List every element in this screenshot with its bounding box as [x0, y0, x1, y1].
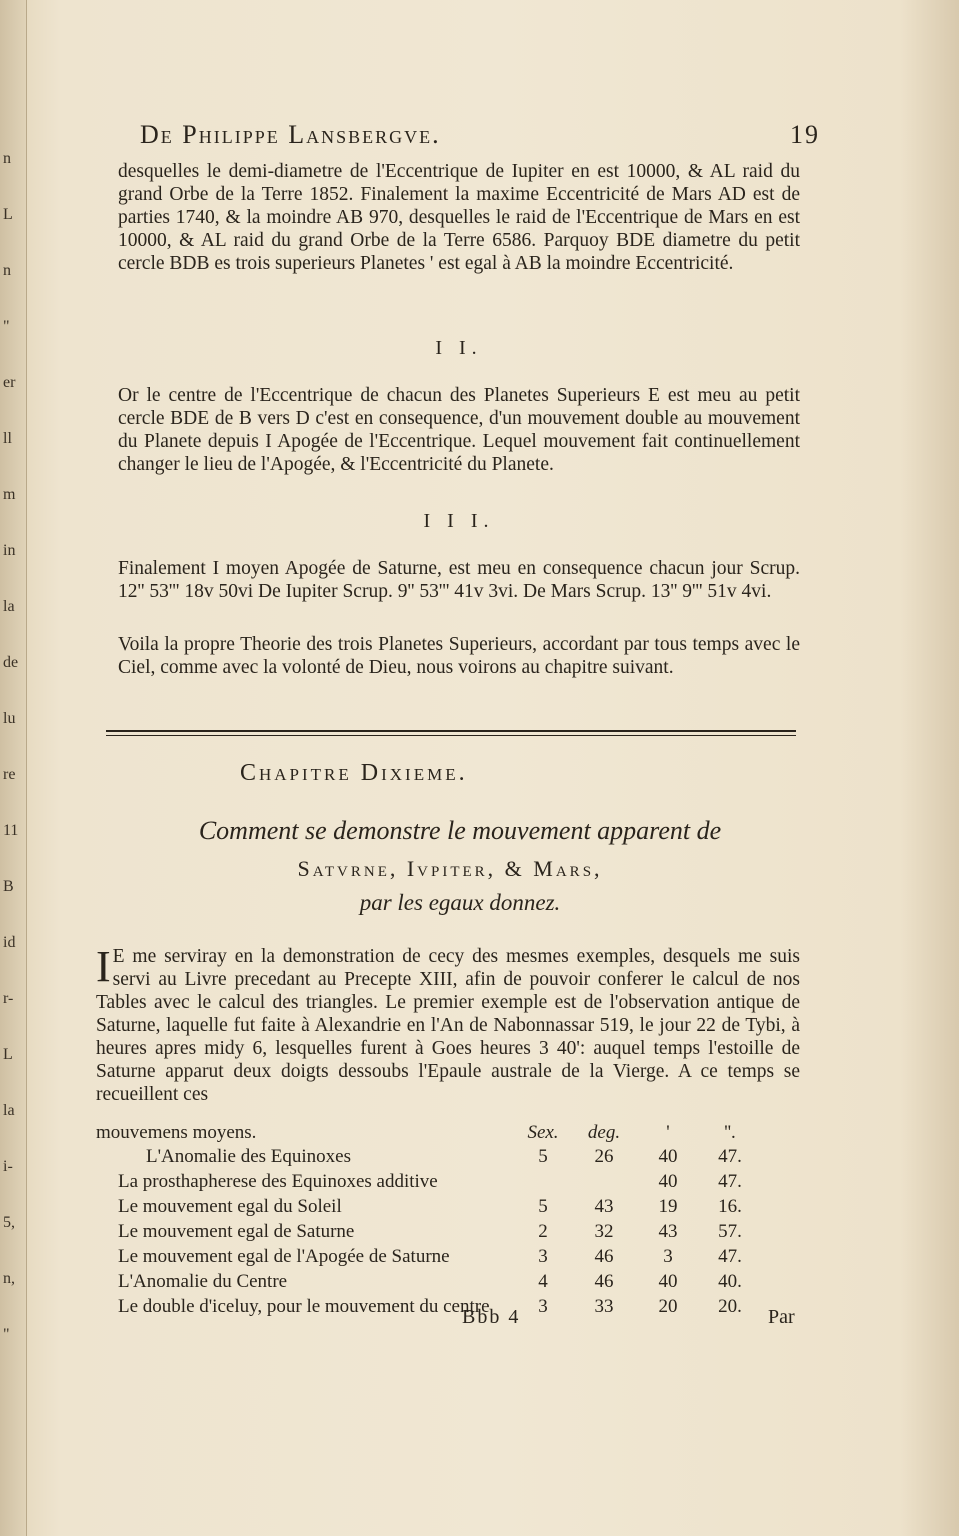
paragraph-2: Or le centre de l'Eccentrique de chacun des Planetes Superieurs E est meu au petit cercle BDE de B vers D c'est en consequence, d'un mouvement double au mouvement du Planete depuis I Apogée de l'Eccentrique. Lequel mouvement fait continuellement changer le lieu de l'Apogée, & l'Eccentricité du Planete. — [118, 385, 800, 475]
facing-page-fragment: la — [3, 1102, 15, 1119]
cell-deg: 43 — [594, 1196, 614, 1217]
facing-page-fragment: la — [3, 598, 15, 615]
drop-cap: I — [96, 942, 111, 991]
facing-page-fragment: n, — [3, 1270, 15, 1287]
running-title: De Philippe Lansbergve. — [140, 120, 441, 149]
chapter-subtitle-line3: par les egaux donnez. — [359, 890, 561, 915]
cell-deg: 46 — [594, 1271, 614, 1292]
section-heading-2: I I. — [435, 337, 483, 359]
cell-sec: 16. — [718, 1196, 742, 1217]
cell-min: 19 — [658, 1196, 678, 1217]
header-min: ' — [666, 1122, 670, 1143]
table-row — [118, 1146, 798, 1170]
chapter-subtitle-line1: Comment se demonstre le mouvement apparent de — [198, 816, 722, 845]
cell-deg: 33 — [594, 1296, 614, 1317]
row-label: La prosthapherese des Equinoxes additive — [118, 1171, 438, 1192]
table-row — [118, 1171, 798, 1195]
row-label: L'Anomalie des Equinoxes — [146, 1146, 351, 1167]
cell-sex: 3 — [538, 1246, 548, 1267]
paragraph-1: desquelles le demi-diametre de l'Eccentrique de Iupiter en est 10000, & AL raid du grand Orbe de la Terre 1852. Finalement la maxime Eccentricité de Mars AD est de parties 1740, & la moindre AB 970, desquelles le raid de l'Eccentrique de Mars en est 10000, & AL raid du grand Orbe de la Terre 6586. Parquoy BDE diametre du petit cercle BDB es trois superieurs Planetes ' est egal à AB la moindre Eccentricité. — [118, 161, 800, 274]
cell-sec: 47. — [718, 1246, 742, 1267]
facing-page-fragment: de — [3, 654, 19, 671]
section-rule — [106, 730, 796, 736]
cell-sec: 57. — [718, 1221, 742, 1242]
cell-min: 43 — [658, 1221, 678, 1242]
cell-sec: 47. — [718, 1171, 742, 1192]
cell-sex: 5 — [538, 1146, 548, 1167]
paragraph-4 — [96, 942, 800, 1106]
table-header-row — [96, 1122, 798, 1146]
paragraph-4-text: E me serviray en la demonstration de cecy des mesmes exemples, desquels me suis servi au Livre precedant au Precepte XIII, afin de pouvoir conferer le calcul de nos Tables avec le calcul des triangles. Le premier exemple est de l'observation antique de Saturne, laquelle fut faite à Alexandrie en l'An de Nabonnassar 519, le jour 22 de Tybi, à heures apres midy 6, lesquelles furent à Goes heures 3 40': auquel temps l'estoille de Saturne apparut deux doigts dessoubs l'Epaule australe de la Vierge. A ce temps se recueillent ces — [96, 946, 800, 1105]
chapter-subtitle-line2: Satvrne, Ivpiter, & Mars, — [297, 856, 603, 881]
cell-min: 3 — [663, 1246, 673, 1267]
table-row — [118, 1296, 798, 1320]
catchword: Par — [768, 1306, 795, 1328]
cell-deg: 46 — [594, 1246, 614, 1267]
facing-page-fragment: m — [3, 486, 16, 503]
row-label: Le double d'iceluy, pour le mouvement du centre — [118, 1296, 490, 1317]
cell-min: 20 — [658, 1296, 678, 1317]
cell-sex: 5 — [538, 1196, 548, 1217]
section-heading-3: I I I. — [423, 510, 495, 532]
facing-page-fragment: L — [3, 1046, 13, 1063]
cell-sex: 2 — [538, 1221, 548, 1242]
row-label: L'Anomalie du Centre — [118, 1271, 288, 1292]
facing-page-fragment: in — [3, 542, 16, 559]
header-sec: ''. — [724, 1122, 736, 1143]
table-row — [118, 1271, 798, 1295]
paragraph-3a: Finalement I moyen Apogée de Saturne, est meu en consequence chacun jour Scrup. 12'' 53''' 18v 50vi De Iupiter Scrup. 9'' 53''' 41v 3vi. De Mars Scrup. 13'' 9''' 51v 4vi. — [118, 558, 800, 602]
facing-page-fragment: er — [3, 374, 16, 391]
cell-sec: 20. — [718, 1296, 742, 1317]
cell-sec: 40. — [718, 1271, 742, 1292]
cell-sex: 3 — [538, 1296, 548, 1317]
page-number: 19 — [790, 120, 820, 149]
facing-page-fragment: B — [3, 878, 14, 895]
facing-page-fragment: r- — [3, 990, 14, 1007]
facing-page-fragment: ll — [3, 430, 12, 447]
facing-page-fragment: " — [3, 1326, 10, 1343]
table-intro: mouvemens moyens. — [96, 1122, 257, 1143]
cell-min: 40 — [658, 1146, 678, 1167]
facing-page-fragment: id — [3, 934, 16, 951]
cell-deg: 26 — [594, 1146, 614, 1167]
row-label: Le mouvement egal de Saturne — [118, 1221, 355, 1242]
facing-page-fragment: " — [3, 318, 10, 335]
row-label: Le mouvement egal de l'Apogée de Saturne — [118, 1246, 450, 1267]
facing-page-fragment: L — [3, 206, 13, 223]
cell-deg: 32 — [594, 1221, 614, 1242]
header-sex: Sex. — [527, 1122, 559, 1143]
cell-min: 40 — [658, 1271, 678, 1292]
header-deg: deg. — [587, 1122, 621, 1143]
paragraph-3b: Voila la propre Theorie des trois Planetes Superieurs, accordant par tous temps avec le Ciel, comme avec la volonté de Dieu, nous voirons au chapitre suivant. — [118, 634, 800, 678]
table-row — [118, 1246, 798, 1270]
signature-mark: Bbb 4 — [462, 1306, 521, 1328]
facing-page-fragment: 11 — [3, 822, 19, 839]
facing-page-fragment: lu — [3, 710, 16, 727]
table-row — [118, 1196, 798, 1220]
facing-page-fragment: i- — [3, 1158, 13, 1175]
facing-page-fragment: 5, — [3, 1214, 15, 1231]
row-label: Le mouvement egal du Soleil — [118, 1196, 342, 1217]
cell-sex: 4 — [538, 1271, 548, 1292]
facing-page-fragment: n — [3, 150, 11, 167]
facing-page-fragment: n — [3, 262, 11, 279]
chapter-title: Chapitre Dixieme. — [240, 760, 468, 786]
facing-page-fragment: re — [3, 766, 16, 783]
table-row — [118, 1221, 798, 1245]
cell-sec: 47. — [718, 1146, 742, 1167]
cell-min: 40 — [658, 1171, 678, 1192]
